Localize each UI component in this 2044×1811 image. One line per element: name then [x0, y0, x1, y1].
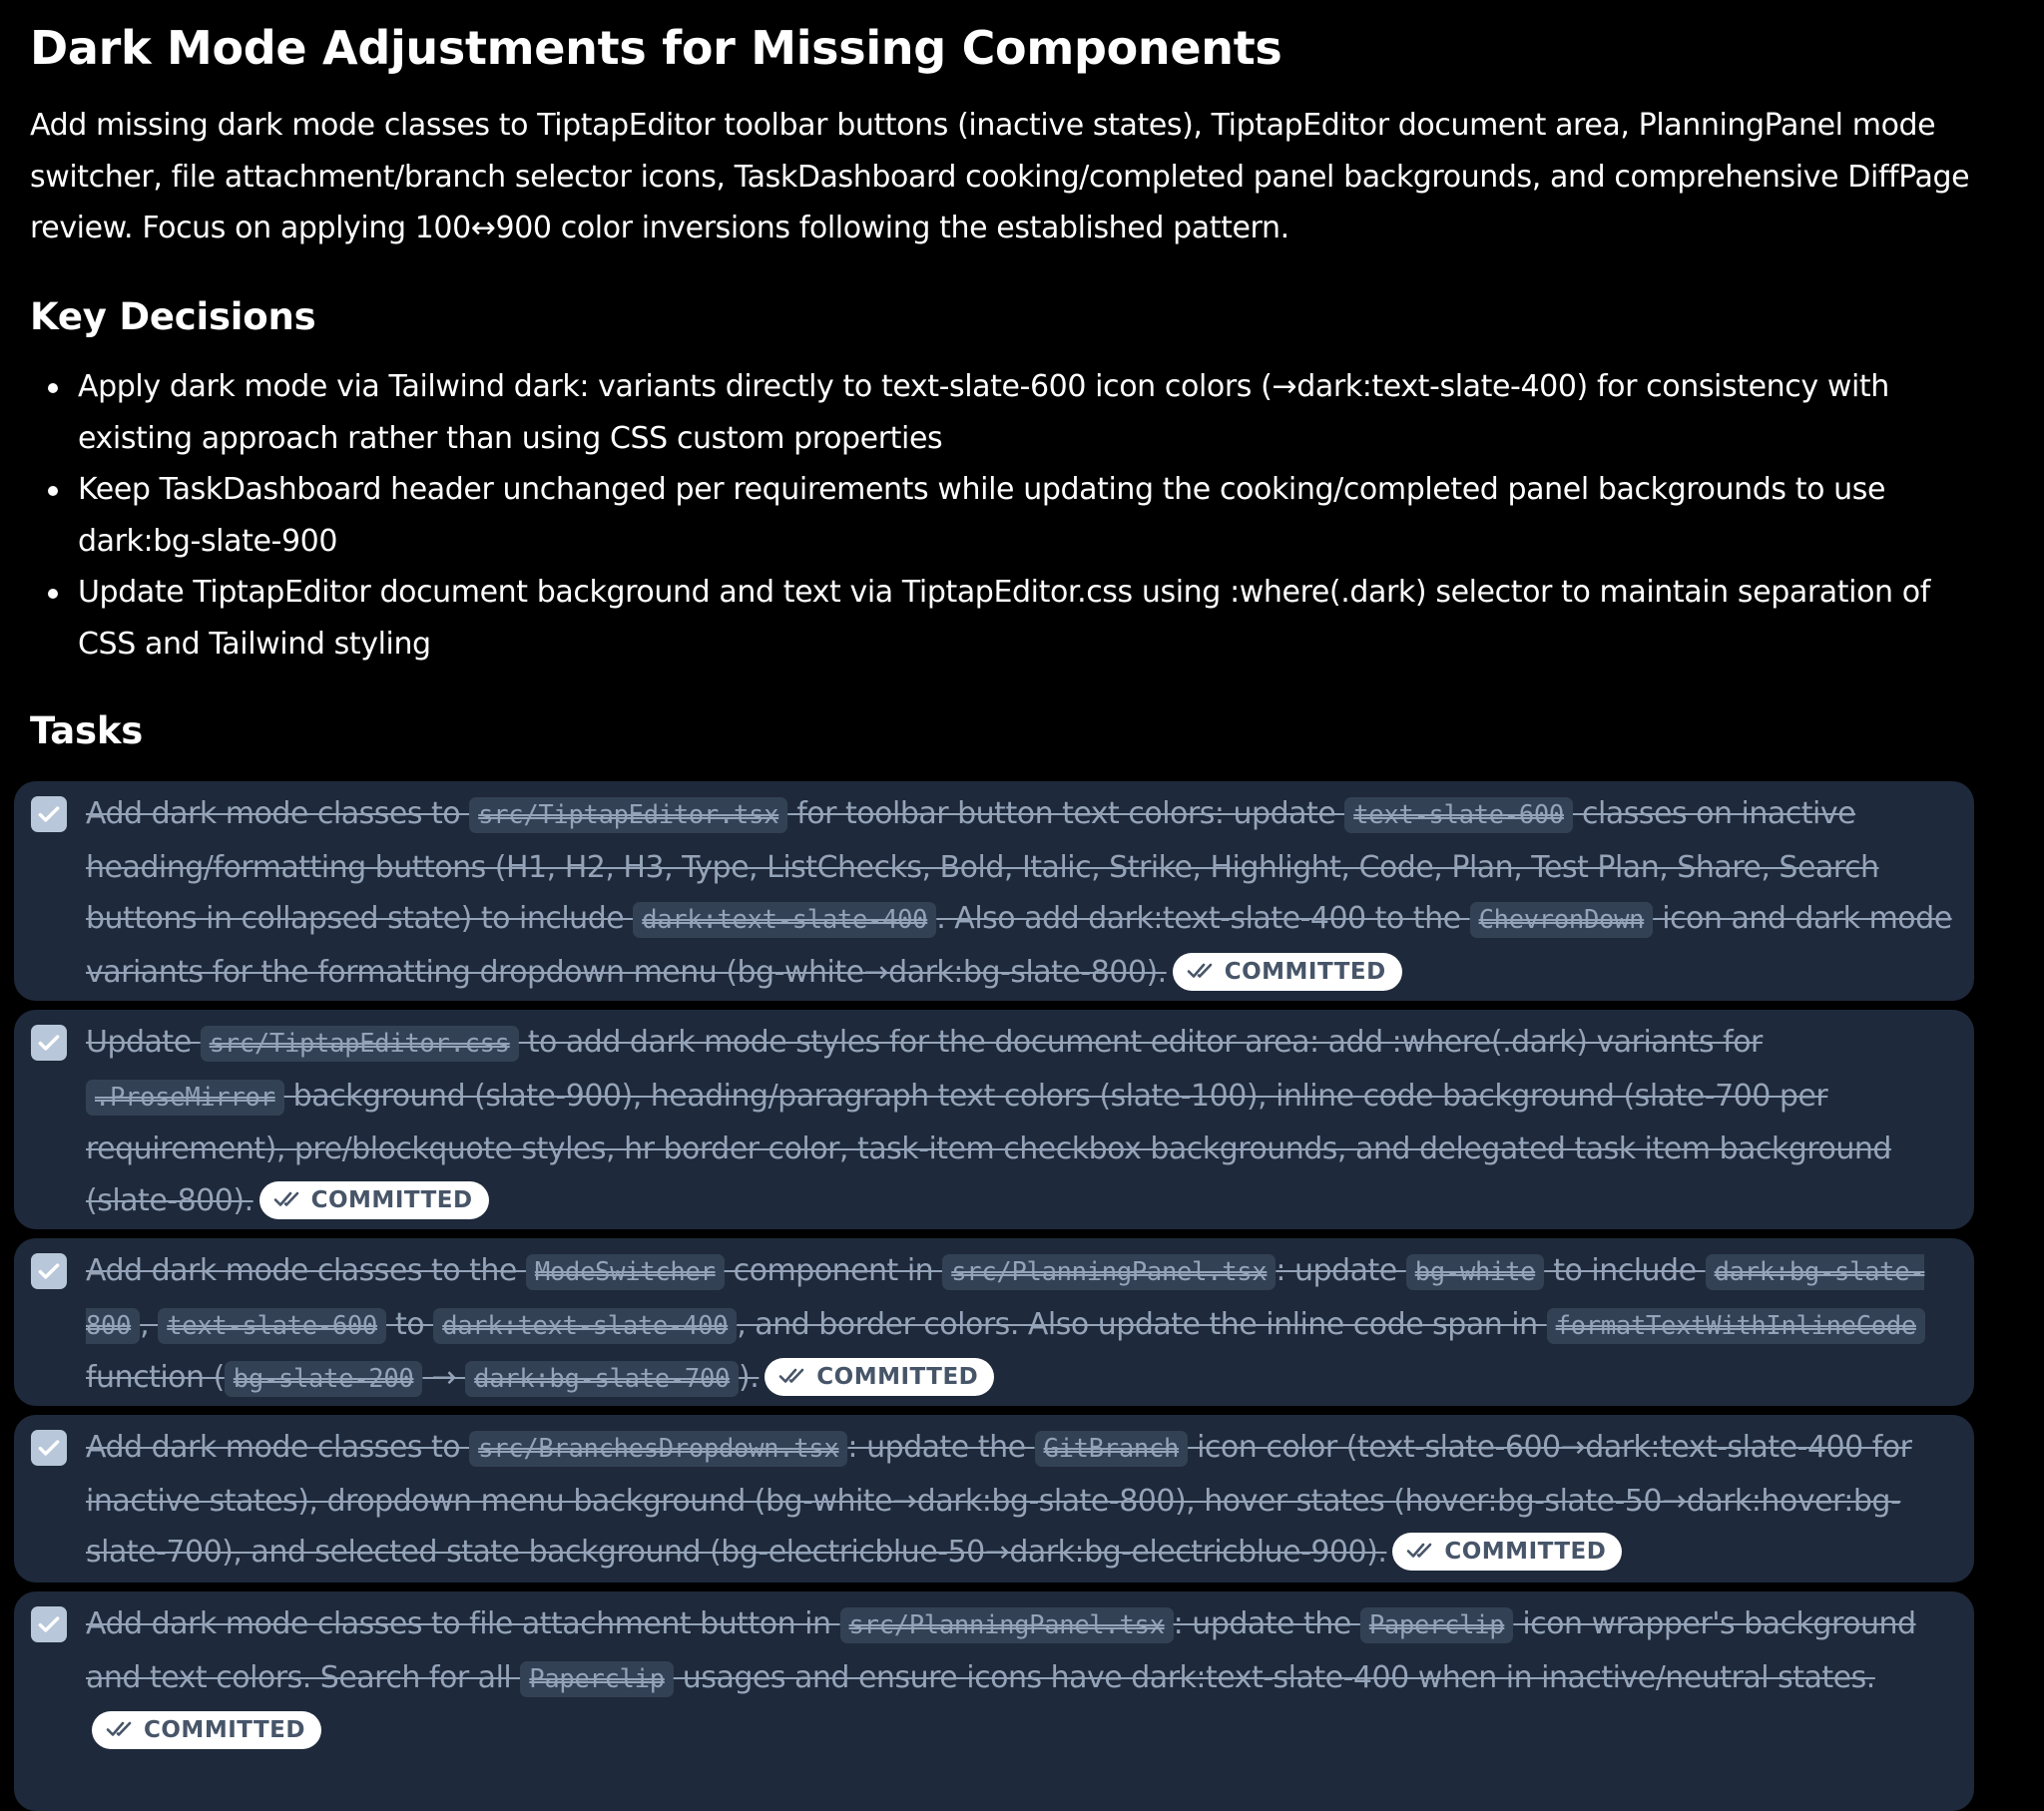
task-text-segment: component in [724, 1253, 943, 1288]
double-check-icon [778, 1366, 808, 1386]
decision-text: Keep TaskDashboard header unchanged per requirements while updating the cooking/completed panel backgrounds to use dark:bg-slate-900 [78, 472, 1886, 559]
inline-code: dark:bg-slate-700 [465, 1361, 739, 1397]
decision-item [30, 567, 1996, 670]
task-card [14, 781, 1974, 1001]
inline-code: dark:bg-slate-800 [86, 1254, 1924, 1344]
task-checkbox[interactable] [31, 1025, 67, 1061]
committed-badge-label: COMMITTED [144, 1717, 305, 1743]
bullet-icon [48, 383, 58, 393]
inline-code: bg-white [1406, 1254, 1544, 1290]
decision-text: Apply dark mode via Tailwind dark: variants directly to text-slate-600 icon colors (→dark:text-slate-400) for consistency with existing approach rather than using CSS custom properties [78, 369, 1889, 456]
task-card [14, 1591, 1974, 1811]
task-text [86, 1422, 1968, 1579]
task-checkbox[interactable] [31, 796, 67, 832]
task-text-segment: Add dark mode classes to [86, 796, 470, 831]
task-text-segment: function ( [86, 1360, 225, 1395]
inline-code: Paperclip [520, 1661, 673, 1697]
check-icon [36, 1435, 62, 1461]
bullet-icon [48, 486, 58, 496]
inline-code: Paperclip [1360, 1607, 1513, 1643]
committed-badge [765, 1358, 994, 1396]
inline-code: ChevronDown [1470, 902, 1654, 938]
task-checkbox[interactable] [31, 1253, 67, 1289]
double-check-icon [1406, 1541, 1436, 1561]
intro-paragraph: Add missing dark mode classes to TiptapEditor toolbar buttons (inactive states), TiptapEditor document area, PlanningPanel mode switcher, file attachment/branch selector icons, TaskDashboard cooking/completed panel backgrounds, and comprehensive DiffPage review. Focus on applying 100↔900 color inversions following the established pattern. [30, 108, 1970, 245]
bullet-icon [48, 589, 58, 599]
task-text-segment: for toolbar button text colors: update [787, 796, 1345, 831]
committed-badge-label: COMMITTED [1224, 958, 1386, 985]
task-text [86, 1245, 1968, 1406]
inline-code: src/TiptapEditor.tsx [469, 797, 787, 833]
task-text-segment: Add dark mode classes to [86, 1430, 470, 1465]
inline-code: ModeSwitcher [526, 1254, 725, 1290]
task-text-segment: icon color (text-slate-600→dark:text-slate-400 for inactive states), dropdown menu background (bg-white→dark:bg-slate-800), hover states (hover:bg-slate-50→dark:hover:bg-slate-700), and selected state background (bg-electricblue-50→dark:bg-electricblue-900). [86, 1430, 1912, 1570]
committed-badge [259, 1181, 489, 1219]
task-text-segment: to add dark mode styles for the document editor area: add :where(.dark) variants for [518, 1025, 1763, 1060]
check-icon [36, 1611, 62, 1637]
inline-code: src/PlanningPanel.tsx [942, 1254, 1276, 1290]
inline-code: dark:text-slate-400 [433, 1308, 737, 1344]
task-text-segment: : update the [1173, 1606, 1360, 1641]
task-text-segment: to [385, 1306, 434, 1342]
page-title: Dark Mode Adjustments for Missing Components [30, 21, 1282, 75]
committed-badge [1392, 1533, 1622, 1571]
committed-badge [1173, 953, 1402, 991]
task-text-segment: classes on inactive heading/formatting buttons (H1, H2, H3, Type, ListChecks, Bold, Italic, Strike, Highlight, Code, Plan, Test Plan, Share, Search buttons in collapsed state) to include [86, 796, 1879, 936]
double-check-icon [106, 1719, 136, 1739]
task-text [86, 788, 1968, 998]
decision-text: Update TiptapEditor document background and text via TiptapEditor.css using :where(.dark) selector to maintain separation of CSS and Tailwind styling [78, 575, 1930, 662]
inline-code: GitBranch [1035, 1431, 1188, 1467]
task-text-segment: , [140, 1306, 159, 1342]
decision-item [30, 464, 1996, 567]
decision-item [30, 361, 1996, 464]
task-text-segment: : update the [847, 1430, 1035, 1465]
inline-code: formatTextWithInlineCode [1547, 1308, 1925, 1344]
task-text-segment: ). [739, 1360, 760, 1395]
committed-badge-label: COMMITTED [816, 1364, 979, 1390]
task-text-segment: Add dark mode classes to file attachment button in [86, 1606, 840, 1641]
inline-code: text-slate-600 [158, 1308, 386, 1344]
check-icon [36, 1030, 62, 1056]
inline-code: src/BranchesDropdown.tsx [469, 1431, 847, 1467]
double-check-icon [1187, 961, 1217, 981]
key-decisions-heading: Key Decisions [30, 295, 316, 338]
task-text-segment: icon and dark mode variants for the formatting dropdown menu (bg-white→dark:bg-slate-800). [86, 901, 1952, 990]
task-checkbox[interactable] [31, 1606, 67, 1642]
inline-code: src/TiptapEditor.css [201, 1026, 519, 1062]
tasks-heading: Tasks [30, 709, 144, 752]
committed-badge-label: COMMITTED [1444, 1539, 1607, 1565]
task-text [86, 1598, 1968, 1757]
task-card [14, 1238, 1974, 1406]
check-icon [36, 801, 62, 827]
inline-code: bg-slate-200 [225, 1361, 423, 1397]
task-text-segment: background (slate-900), heading/paragraph text colors (slate-100), inline code background (slate-700 per requirement), pre/blockquote styles, hr border color, task-item checkbox backgrounds, and delegated task item background (slate-800). [86, 1078, 1891, 1218]
committed-badge [92, 1711, 321, 1749]
task-text-segment: : update [1276, 1253, 1406, 1288]
task-text-segment: usages and ensure icons have dark:text-slate-400 when in inactive/neutral states. [673, 1659, 1875, 1695]
task-text-segment: Add dark mode classes to the [86, 1253, 526, 1288]
task-text-segment: Update [86, 1025, 201, 1060]
task-text-segment: to include [1544, 1253, 1706, 1288]
key-decisions-list [30, 361, 1996, 670]
task-card [14, 1415, 1974, 1583]
task-text [86, 1017, 1968, 1226]
task-text-segment: icon wrapper's background and text colors. Search for all [86, 1606, 1916, 1695]
task-text-segment: . Also add dark:text-slate-400 to the [936, 901, 1470, 936]
task-text-segment: → [422, 1360, 466, 1395]
inline-code: text-slate-600 [1344, 797, 1573, 833]
task-text-segment: , and border colors. Also update the inline code span in [737, 1306, 1547, 1342]
double-check-icon [273, 1189, 303, 1209]
inline-code: dark:text-slate-400 [633, 902, 936, 938]
inline-code: .ProseMirror [86, 1080, 284, 1116]
task-checkbox[interactable] [31, 1430, 67, 1466]
inline-code: src/PlanningPanel.tsx [840, 1607, 1174, 1643]
check-icon [36, 1258, 62, 1284]
committed-badge-label: COMMITTED [310, 1186, 473, 1213]
task-card [14, 1010, 1974, 1229]
